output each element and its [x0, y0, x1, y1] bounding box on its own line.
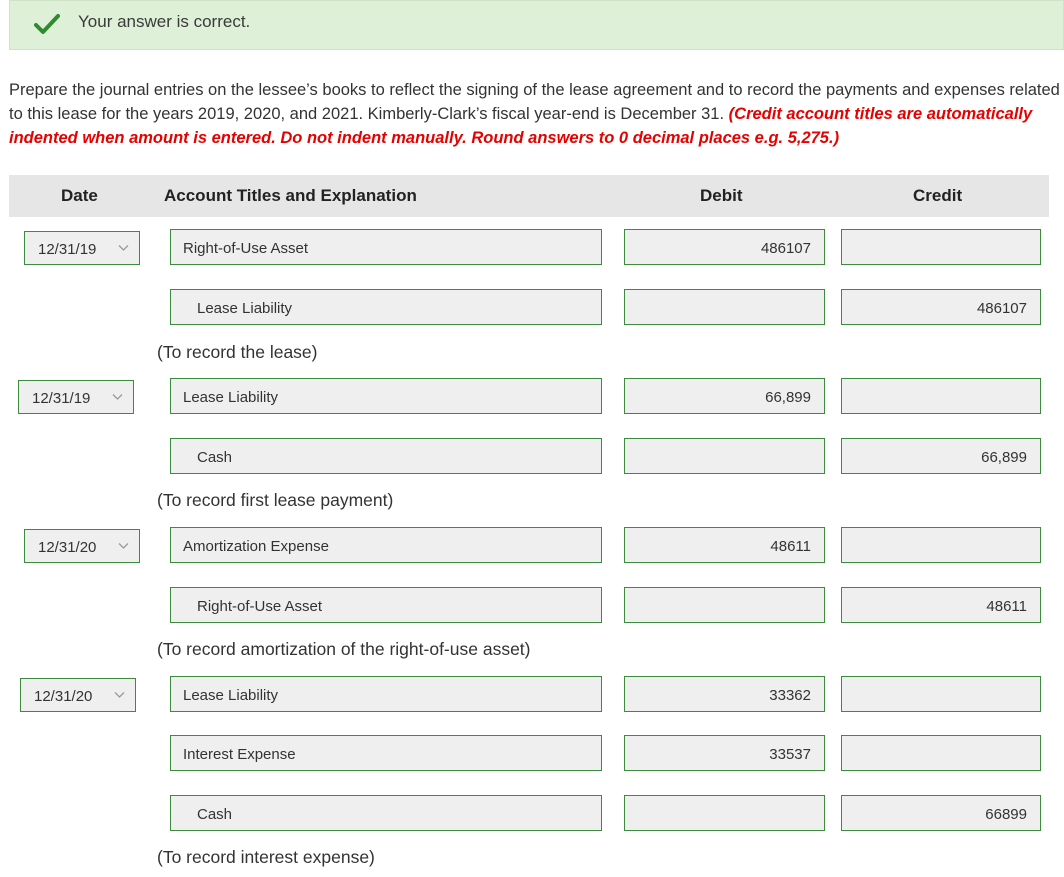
date-value: 12/31/19: [32, 390, 91, 407]
account-field[interactable]: Right-of-Use Asset: [170, 587, 602, 623]
credit-field[interactable]: [841, 527, 1041, 563]
header-account: Account Titles and Explanation: [164, 186, 417, 205]
date-select[interactable]: [24, 529, 140, 563]
debit-field[interactable]: 66,899: [624, 378, 825, 414]
chevron-down-icon: [118, 542, 129, 550]
credit-field[interactable]: 66,899: [841, 438, 1041, 474]
entry-explanation: (To record interest expense): [157, 847, 375, 867]
success-message: Your answer is correct.: [78, 12, 251, 31]
credit-field[interactable]: [841, 676, 1041, 712]
instructions: [9, 78, 1064, 150]
header-date: Date: [61, 186, 98, 205]
account-field[interactable]: Lease Liability: [170, 289, 602, 325]
chevron-down-icon: [114, 691, 125, 699]
date-value: 12/31/20: [34, 688, 93, 705]
credit-field[interactable]: 48611: [841, 587, 1041, 623]
checkmark-icon: [34, 12, 60, 36]
entry-explanation: (To record the lease): [157, 342, 318, 362]
account-field[interactable]: Interest Expense: [170, 735, 602, 771]
header-credit: Credit: [913, 186, 963, 205]
chevron-down-icon: [118, 244, 129, 252]
account-field[interactable]: Lease Liability: [170, 378, 602, 414]
instructions-text: Prepare the journal entries on the lessee’s books to reflect the signing of the lease agreement and to record the payments and expenses related to this lease for the years 2019, 2020, and 2021. Kimberly-Clark’s fiscal year-end is December 31.: [9, 81, 1060, 123]
debit-field[interactable]: 48611: [624, 527, 825, 563]
debit-field[interactable]: [624, 289, 825, 325]
account-field[interactable]: Cash: [170, 795, 602, 831]
date-value: 12/31/20: [38, 539, 97, 556]
credit-field[interactable]: 486107: [841, 289, 1041, 325]
table-header: [9, 175, 1049, 217]
debit-field[interactable]: 33537: [624, 735, 825, 771]
credit-field[interactable]: 66899: [841, 795, 1041, 831]
account-field[interactable]: Cash: [170, 438, 602, 474]
debit-field[interactable]: [624, 587, 825, 623]
entry-explanation: (To record amortization of the right-of-use asset): [157, 639, 531, 659]
debit-field[interactable]: [624, 795, 825, 831]
date-select[interactable]: [18, 380, 134, 414]
account-field[interactable]: Right-of-Use Asset: [170, 229, 602, 265]
debit-field[interactable]: [624, 438, 825, 474]
date-value: 12/31/19: [38, 241, 97, 258]
account-field[interactable]: Amortization Expense: [170, 527, 602, 563]
debit-field[interactable]: 33362: [624, 676, 825, 712]
success-banner: [9, 0, 1064, 50]
instructions-note: (Credit account titles are automatically indented when amount is entered. Do not indent manually. Round answers to 0 decimal places e.g. 5,275.): [9, 105, 1033, 147]
debit-field[interactable]: 486107: [624, 229, 825, 265]
credit-field[interactable]: [841, 229, 1041, 265]
account-field[interactable]: Lease Liability: [170, 676, 602, 712]
credit-field[interactable]: [841, 378, 1041, 414]
header-debit: Debit: [700, 186, 743, 205]
date-select[interactable]: [24, 231, 140, 265]
credit-field[interactable]: [841, 735, 1041, 771]
date-select[interactable]: [20, 678, 136, 712]
chevron-down-icon: [112, 393, 123, 401]
entry-explanation: (To record first lease payment): [157, 490, 394, 510]
